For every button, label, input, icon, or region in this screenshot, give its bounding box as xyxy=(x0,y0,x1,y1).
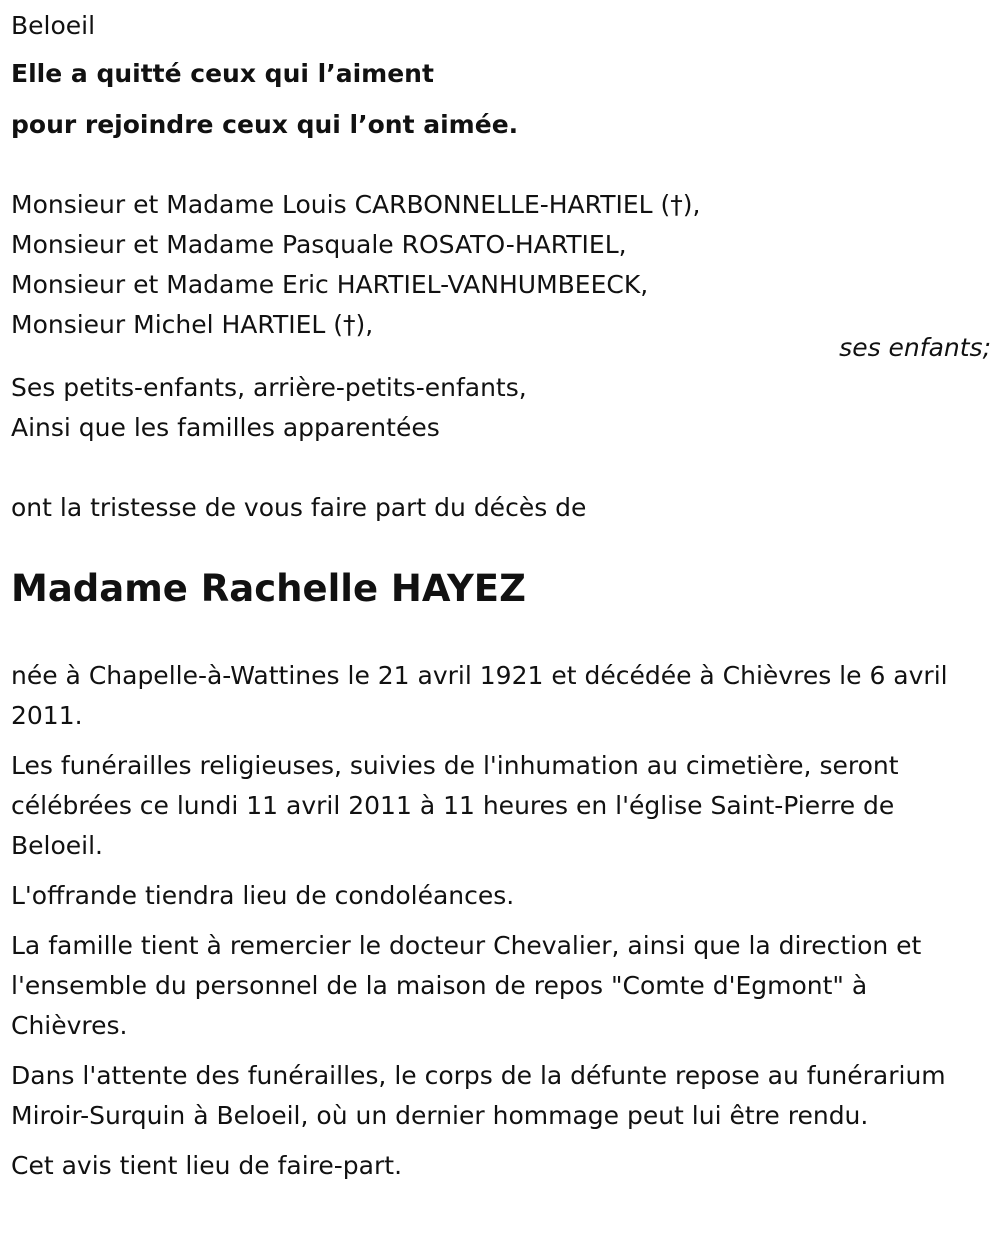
child-entry xyxy=(11,305,700,345)
child-entry xyxy=(11,225,700,265)
epitaph-line-2: pour rejoindre ceux qui l’ont aimée. xyxy=(11,110,519,139)
condolences-paragraph: L'offrande tiendra lieu de condoléances. xyxy=(11,881,515,910)
funeral-paragraph: Les funérailles religieuses, suivies de l'inhumation au cimetière, seront célébrées ce lundi 11 avril 2011 à 11 heures en l'église Saint-Pierre de Beloeil. xyxy=(11,751,899,860)
children-role-label: ses enfants; xyxy=(839,333,991,362)
child-suffix: ), xyxy=(682,190,701,219)
deceased-cross-icon: † xyxy=(670,190,683,219)
child-entry xyxy=(11,265,700,305)
notice-body xyxy=(11,656,986,1196)
child-name: Monsieur Michel HARTIEL ( xyxy=(11,310,344,339)
place-name: Beloeil xyxy=(11,11,96,40)
family-line-1: Ses petits-enfants, arrière-petits-enfants, xyxy=(11,373,527,402)
announcement-text: ont la tristesse de vous faire part du décès de xyxy=(11,493,587,522)
thanks-paragraph: La famille tient à remercier le docteur Chevalier, ainsi que la direction et l'ensemble du personnel de la maison de repos "Comte d'Egmont" à Chièvres. xyxy=(11,931,922,1040)
child-name: Monsieur et Madame Pasquale ROSATO-HARTIEL, xyxy=(11,230,627,259)
birth-death-paragraph: née à Chapelle-à-Wattines le 21 avril 1921 et décédée à Chièvres le 6 avril 2011. xyxy=(11,661,948,730)
child-entry xyxy=(11,185,700,225)
child-name: Monsieur et Madame Eric HARTIEL-VANHUMBEECK, xyxy=(11,270,649,299)
deceased-cross-icon: † xyxy=(343,310,356,339)
children-list xyxy=(11,185,700,345)
deceased-name: Madame Rachelle HAYEZ xyxy=(11,567,526,610)
closing-paragraph: Cet avis tient lieu de faire-part. xyxy=(11,1151,403,1180)
family-line-2: Ainsi que les familles apparentées xyxy=(11,413,440,442)
epitaph-line-1: Elle a quitté ceux qui l’aiment xyxy=(11,59,434,88)
funerarium-paragraph: Dans l'attente des funérailles, le corps de la défunte repose au funérarium Miroir-Surquin à Beloeil, où un dernier hommage peut lui être rendu. xyxy=(11,1061,946,1130)
extended-family xyxy=(11,368,527,448)
child-suffix: ), xyxy=(355,310,374,339)
child-name: Monsieur et Madame Louis CARBONNELLE-HARTIEL ( xyxy=(11,190,671,219)
